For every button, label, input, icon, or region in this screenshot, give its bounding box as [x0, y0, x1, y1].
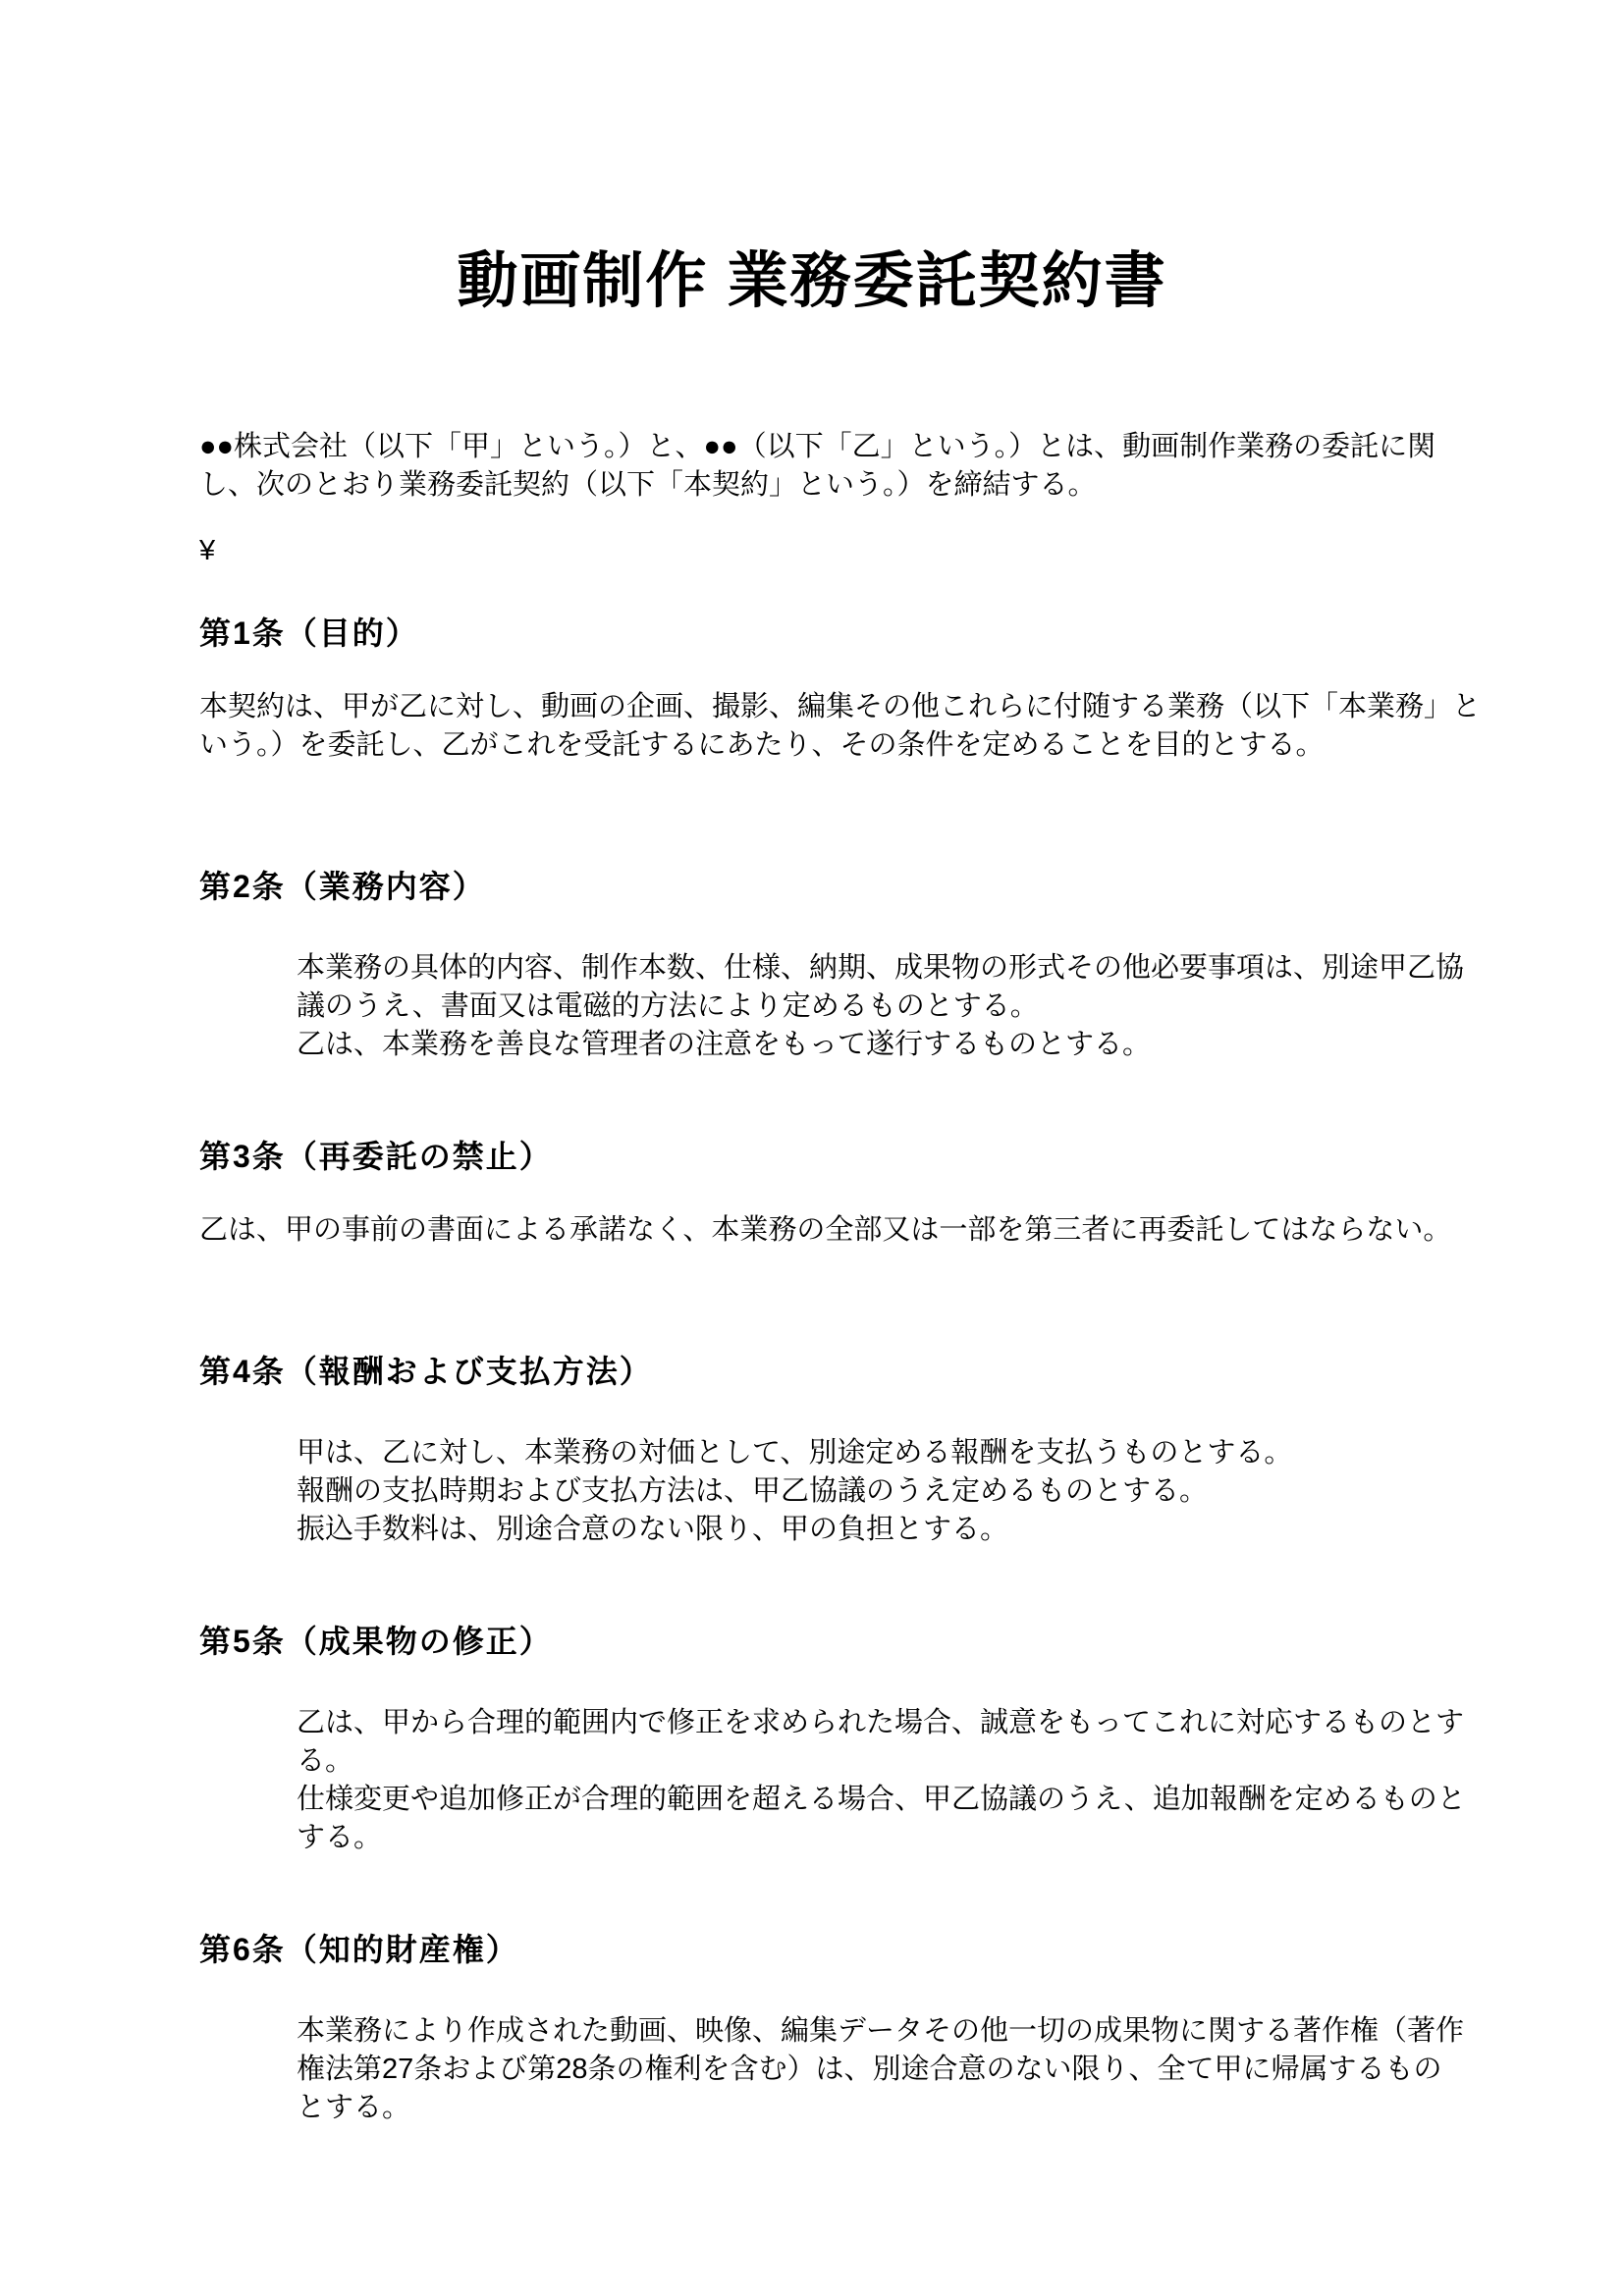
doc-line: 権法第27条および第28条の権利を含む）は、別途合意のない限り、全て甲に帰属するもの [297, 2054, 1442, 2085]
article-5-heading: 第5条（成果物の修正） [199, 1624, 553, 1659]
doc-line: 振込手数料は、別途合意のない限り、甲の負担とする。 [297, 1514, 1009, 1545]
doc-line: とする。 [297, 2092, 411, 2123]
article-4-heading: 第4条（報酬および支払方法） [199, 1354, 653, 1389]
doc-line: する。 [297, 1822, 383, 1853]
article-1-heading: 第1条（目的） [199, 615, 419, 651]
doc-line: 乙は、本業務を善良な管理者の注意をもって遂行するものとする。 [297, 1029, 1152, 1060]
doc-line: 報酬の支払時期および支払方法は、甲乙協議のうえ定めるものとする。 [297, 1475, 1209, 1507]
article-1 [199, 614, 1526, 765]
article-3-heading: 第3条（再委託の禁止） [199, 1139, 553, 1174]
doc-line: 本業務により作成された動画、映像、編集データその他一切の成果物に関する著作権（著作 [297, 2015, 1465, 2047]
doc-line: 議のうえ、書面又は電磁的方法により定めるものとする。 [297, 990, 1039, 1022]
doc-line: 甲は、乙に対し、本業務の対価として、別途定める報酬を支払うものとする。 [297, 1437, 1293, 1468]
doc-line: る。 [297, 1745, 354, 1777]
article-3-body [199, 1211, 1526, 1250]
doc-line: 仕様変更や追加修正が合理的範囲を超える場合、甲乙協議のうえ、追加報酬を定めるものと [297, 1784, 1466, 1815]
article-4-body [297, 1434, 1526, 1549]
article-6-heading: 第6条（知的財産権） [199, 1932, 519, 1967]
article-6-body [297, 2012, 1526, 2127]
intro-line: ●●株式会社（以下「甲」という。）と、●●（以下「乙」という。）とは、動画制作業務の委託に関 [199, 431, 1436, 462]
stray-yen-character: ¥ [199, 535, 216, 566]
intro-line: し、次のとおり業務委託契約（以下「本契約」という。）を締結する。 [199, 469, 1097, 501]
article-4 [199, 1352, 1526, 1549]
doc-line: いう。）を委託し、乙がこれを受託するにあたり、その条件を定めることを目的とする。 [199, 729, 1325, 761]
article-3 [199, 1137, 1526, 1250]
article-6 [199, 1930, 1526, 2127]
article-2 [199, 867, 1526, 1064]
article-2-heading: 第2条（業務内容） [199, 869, 486, 904]
article-5-body [297, 1704, 1526, 1857]
intro-paragraph [199, 428, 1526, 505]
doc-line: 乙は、甲の事前の書面による承諾なく、本業務の全部又は一部を第三者に再委託してはならない。 [199, 1214, 1452, 1246]
doc-line: 本契約は、甲が乙に対し、動画の企画、撮影、編集その他これらに付随する業務（以下「本業務」と [199, 691, 1482, 722]
article-2-body [297, 949, 1526, 1064]
document-title: 動画制作 業務委託契約書 [457, 247, 1167, 315]
doc-line: 乙は、甲から合理的範囲内で修正を求められた場合、誠意をもってこれに対応するものとす [297, 1707, 1465, 1738]
doc-line: 本業務の具体的内容、制作本数、仕様、納期、成果物の形式その他必要事項は、別途甲乙協 [297, 952, 1465, 984]
article-5 [199, 1622, 1526, 1857]
article-1-body [199, 688, 1526, 765]
